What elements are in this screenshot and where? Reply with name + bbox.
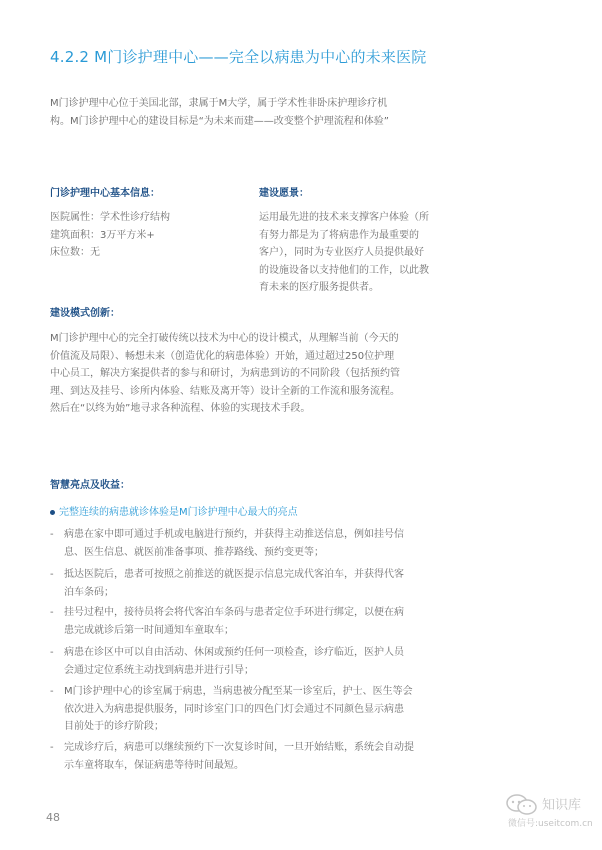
dash-marker: - bbox=[50, 529, 54, 540]
vision-paragraph bbox=[259, 209, 429, 297]
innovation-line: 价值流及局限）、畅想未来（创造优化的病患体验）开始，通过超过250位护理 bbox=[50, 350, 395, 362]
vision-heading: 建设愿景： bbox=[259, 188, 309, 199]
intro-paragraph bbox=[50, 95, 458, 131]
highlight-item bbox=[50, 604, 464, 639]
intro-line: 构。M门诊护理中心的建设目标是“为未来而建——改变整个护理流程和体验” bbox=[50, 116, 389, 127]
dash-marker: - bbox=[50, 569, 54, 580]
dash-marker: - bbox=[50, 686, 54, 697]
innovation-paragraph bbox=[50, 330, 400, 418]
highlight-line: 泊车条码； bbox=[64, 586, 114, 598]
vision-line: 育未来的医疗服务提供者。 bbox=[259, 282, 379, 293]
innovation-line: 理、到达及挂号、诊所内体验、结账及离开等）设计全新的工作流和服务流程。 bbox=[50, 385, 400, 397]
highlight-item bbox=[50, 526, 464, 561]
basic-info-line: 建筑面积：3万平方米+ bbox=[50, 229, 155, 241]
watermark-name: 知识库 bbox=[542, 798, 582, 813]
highlight-line: 病患在家中即可通过手机或电脑进行预约，并获得主动推送信息，例如挂号信 bbox=[64, 529, 404, 540]
highlight-line: 抵达医院后，患者可按照之前推送的就医提示信息完成代客泊车，并获得代客 bbox=[64, 569, 404, 580]
basic-info-heading: 门诊护理中心基本信息： bbox=[50, 188, 160, 199]
bullet-dot-icon bbox=[50, 510, 55, 515]
highlight-bullet: 完整连续的病患就诊体验是M门诊护理中心最大的亮点 bbox=[59, 507, 298, 518]
innovation-line: 中心员工，解决方案提供者的参与和研讨，为病患到访的不同阶段（包括预约管 bbox=[50, 368, 400, 379]
basic-info-line: 医院属性：学术性诊疗结构 bbox=[50, 212, 170, 223]
dash-marker: - bbox=[50, 647, 54, 658]
vision-line: 的设施设备以支持他们的工作，以此教 bbox=[259, 264, 429, 276]
innovation-line: M门诊护理中心的完全打破传统以技术为中心的设计模式，从理解当前（今天的 bbox=[50, 333, 399, 344]
dash-marker: - bbox=[50, 607, 54, 618]
section-title: 4.2.2 M门诊护理中心——完全以病患为中心的未来医院 bbox=[50, 48, 427, 66]
highlight-line: 挂号过程中，接待员将会将代客泊车条码与患者定位手环进行绑定，以便在病 bbox=[64, 607, 404, 618]
innovation-heading: 建设模式创新： bbox=[50, 308, 120, 319]
page-number: 48 bbox=[46, 811, 60, 824]
highlight-line: 息、医生信息、就医前准备事项、推荐路线、预约变更等； bbox=[64, 546, 324, 558]
highlight-item bbox=[50, 739, 464, 774]
basic-info-list bbox=[50, 209, 170, 262]
highlight-item bbox=[50, 683, 464, 736]
watermark bbox=[498, 790, 594, 834]
highlight-line: M门诊护理中心的诊室属于病患，当病患被分配至某一诊室后，护士、医生等会 bbox=[64, 686, 413, 697]
dash-marker: - bbox=[50, 742, 54, 753]
highlight-item bbox=[50, 566, 464, 601]
highlight-line: 会通过定位系统主动找到病患并进行引导； bbox=[64, 664, 254, 676]
highlight-line: 完成诊疗后，病患可以继续预约下一次复诊时间，一旦开始结账，系统会自动提 bbox=[64, 742, 414, 753]
vision-line: 运用最先进的技术来支撑客户体验（所 bbox=[259, 212, 429, 223]
intro-line: M门诊护理中心位于美国北部，隶属于M大学，属于学术性非卧床护理诊疗机 bbox=[50, 98, 388, 109]
highlight-line: 依次进入为病患提供服务，同时诊室门口的四色门灯会通过不同颜色显示病患 bbox=[64, 703, 404, 715]
highlight-line: 示车童将取车，保证病患等待时间最短。 bbox=[64, 759, 244, 771]
basic-info-line: 床位数：无 bbox=[50, 247, 100, 258]
highlight-line: 目前处于的诊疗阶段； bbox=[64, 721, 164, 732]
watermark-sub: 微信号:useitcom.cn bbox=[508, 819, 593, 829]
vision-line: 有努力都是为了将病患作为最重要的 bbox=[259, 229, 419, 241]
vision-line: 客户），同时为专业医疗人员提供最好 bbox=[259, 247, 424, 258]
highlight-line: 患完成就诊后第一时间通知车童取车； bbox=[64, 624, 234, 636]
innovation-line: 然后在“以终为始”地寻求各种流程、体验的实现技术手段。 bbox=[50, 403, 311, 414]
highlights-heading: 智慧亮点及收益： bbox=[50, 480, 130, 491]
highlight-line: 病患在诊区中可以自由活动、休闲或预约任何一项检查，诊疗临近，医护人员 bbox=[64, 647, 404, 658]
highlight-item bbox=[50, 644, 464, 679]
